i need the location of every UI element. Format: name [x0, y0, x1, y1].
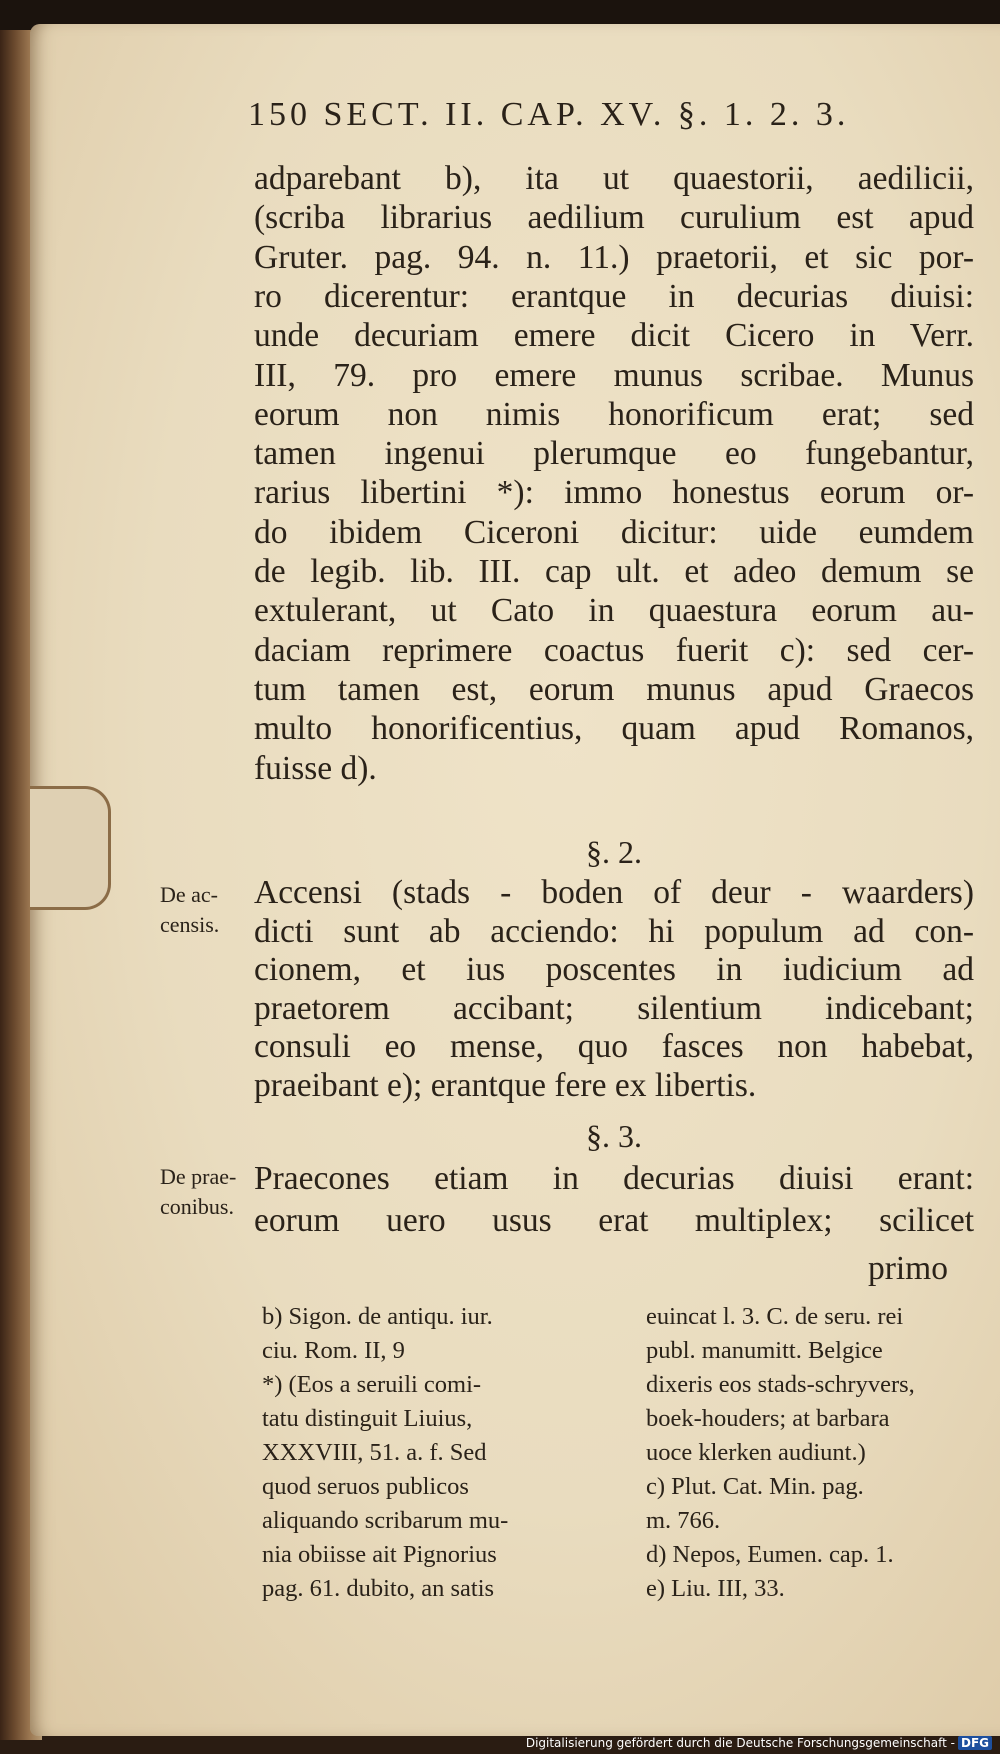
text-line: ro dicerentur: erantque in decurias diuisi:	[254, 277, 974, 315]
text-line: dicti sunt ab acciendo: hi populum ad con-	[254, 912, 974, 950]
footnote-line: uoce klerken audiunt.)	[646, 1439, 866, 1466]
footnote-line: *) (Eos a seruili comi-	[262, 1371, 482, 1398]
footnote-line: m. 766.	[646, 1507, 721, 1534]
footnote-line: b) Sigon. de antiqu. iur.	[262, 1303, 493, 1330]
text-line: eorum non nimis honorificum erat; sed	[254, 395, 974, 433]
footnote-line: pag. 61. dubito, an satis	[262, 1575, 495, 1602]
footnote-line: nia obiisse ait Pignorius	[262, 1541, 497, 1568]
text-line: Accensi (stads - boden of deur - waarders)	[254, 874, 974, 911]
footnote-line: e) Liu. III, 33.	[646, 1575, 785, 1602]
section-2-heading: §. 2.	[586, 834, 642, 870]
footnote-line: publ. manumitt. Belgice	[646, 1337, 883, 1364]
text-line: daciam reprimere coactus fuerit c): sed cer-	[254, 631, 974, 669]
footnote-line: euincat l. 3. C. de seru. rei	[646, 1303, 904, 1330]
footnote-line: quod seruos publicos	[262, 1473, 469, 1500]
text-line: do ibidem Ciceroni dicitur: uide eumdem	[254, 513, 974, 551]
footnote-line: d) Nepos, Eumen. cap. 1.	[646, 1541, 894, 1568]
footnote-line: c) Plut. Cat. Min. pag.	[646, 1473, 864, 1500]
text-line: de legib. lib. III. cap ult. et adeo demum se	[254, 553, 974, 590]
text-line: rarius libertini *): immo honestus eorum or-	[254, 474, 974, 512]
running-header: 150 SECT. II. CAP. XV. §. 1. 2. 3.	[248, 96, 850, 133]
text-line: extulerant, ut Cato in quaestura eorum au-	[254, 592, 974, 630]
section-3-heading: §. 3.	[586, 1118, 642, 1154]
text-line: III, 79. pro emere munus scribae. Munus	[254, 356, 974, 394]
footnotes-right-column	[646, 1300, 915, 1606]
text-line: eorum uero usus erat multiplex; scilicet	[254, 1202, 974, 1239]
credit-text: Digitalisierung gefördert durch die Deutsche Forschungsgemeinschaft -	[525, 1736, 955, 1750]
margin-note-line: conibus.	[160, 1194, 234, 1219]
footnote-line: dixeris eos stads-schryvers,	[646, 1371, 915, 1398]
text-line: tamen ingenui plerumque eo fungebantur,	[254, 435, 974, 473]
dfg-logo: DFG	[958, 1736, 992, 1750]
catchword: primo	[867, 1250, 948, 1287]
text-line: adparebant b), ita ut quaestorii, aedilicii,	[254, 160, 974, 197]
footnotes-left-column	[262, 1300, 508, 1606]
margin-note-line: De ac-	[160, 882, 219, 907]
text-line: unde decuriam emere dicit Cicero in Verr.	[254, 317, 974, 355]
footnote-line: XXXVIII, 51. a. f. Sed	[262, 1439, 487, 1466]
text-line: cionem, et ius poscentes in iudicium ad	[254, 951, 974, 988]
margin-note-line: censis.	[160, 912, 220, 937]
margin-note-line: De prae-	[160, 1164, 237, 1189]
footnote-line: ciu. Rom. II, 9	[262, 1337, 405, 1364]
text-line: fuisse d).	[254, 749, 377, 787]
text-line: consuli eo mense, quo fasces non habebat,	[254, 1028, 974, 1065]
bookmark-tab	[30, 786, 111, 910]
footnote-line: boek-houders; at barbara	[646, 1405, 890, 1432]
text-line: Gruter. pag. 94. n. 11.) praetorii, et sic por-	[254, 238, 974, 276]
digitization-credit	[526, 1736, 992, 1750]
text-line: (scriba librarius aedilium curulium est apud	[254, 199, 974, 237]
text-line: multo honorificentius, quam apud Romanos,	[254, 710, 974, 748]
text-line: Praecones etiam in decurias diuisi erant:	[254, 1160, 974, 1197]
text-line: tum tamen est, eorum munus apud Graecos	[254, 670, 974, 708]
text-line: praeibant e); erantque fere ex libertis.	[254, 1066, 757, 1104]
footnote-line: aliquando scribarum mu-	[262, 1507, 509, 1534]
footnote-line: tatu distinguit Liuius,	[262, 1405, 473, 1432]
text-line: praetorem accibant; silentium indicebant;	[254, 989, 974, 1027]
